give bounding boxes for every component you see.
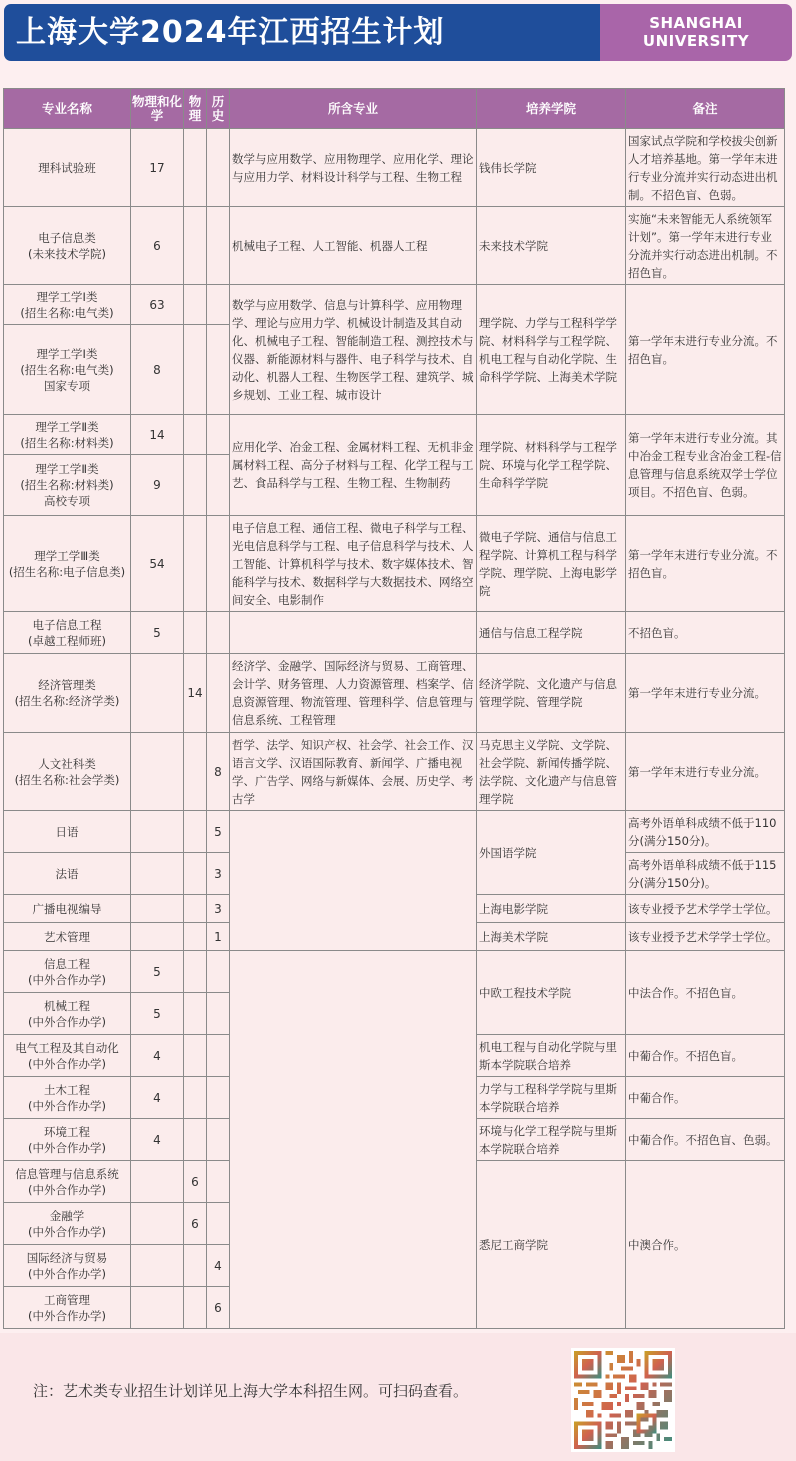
major-name: 理学工学Ⅱ类 (招生名称:材料类) 高校专项: [4, 455, 131, 516]
college: 外国语学院: [477, 811, 626, 895]
major-name: 理学工学Ⅱ类 (招生名称:材料类): [4, 415, 131, 455]
page-title: 上海大学2024年江西招生计划: [4, 4, 600, 61]
phys-chem-count: 8: [131, 325, 184, 415]
college: 中欧工程技术学院: [477, 951, 626, 1035]
college: 未来技术学院: [477, 207, 626, 285]
included-majors: 哲学、法学、知识产权、社会学、社会工作、汉语言文学、汉语国际教育、新闻学、广播电视学、广告学、网络与新媒体、会展、历史学、考古学: [230, 733, 477, 811]
table-row: [4, 285, 785, 325]
notes: 中葡合作。不招色盲。: [626, 1035, 785, 1077]
physics-count: [184, 1245, 207, 1287]
header-major-name: 专业名称: [4, 89, 131, 129]
phys-chem-count: [131, 654, 184, 733]
major-name: 机械工程 (中外合作办学): [4, 993, 131, 1035]
history-count: 6: [207, 1287, 230, 1329]
history-count: 1: [207, 923, 230, 951]
college: 理学院、力学与工程科学学院、材料科学与工程学院、机电工程与自动化学院、生命科学学院、上海美术学院: [477, 285, 626, 415]
physics-count: [184, 285, 207, 325]
history-count: [207, 455, 230, 516]
physics-count: 6: [184, 1203, 207, 1245]
table-row: [4, 415, 785, 455]
history-count: [207, 1161, 230, 1203]
physics-count: [184, 1077, 207, 1119]
major-name: 电子信息工程 (卓越工程师班): [4, 612, 131, 654]
major-name: 国际经济与贸易 (中外合作办学): [4, 1245, 131, 1287]
history-count: [207, 1035, 230, 1077]
physics-count: [184, 612, 207, 654]
notes: 高考外语单科成绩不低于110分(满分150分)。: [626, 811, 785, 853]
major-name: 工商管理 (中外合作办学): [4, 1287, 131, 1329]
header-history: 历史: [207, 89, 230, 129]
phys-chem-count: 63: [131, 285, 184, 325]
history-count: 3: [207, 895, 230, 923]
major-name: 艺术管理: [4, 923, 131, 951]
physics-count: [184, 1119, 207, 1161]
college: 理学院、材料科学与工程学院、环境与化学工程学院、生命科学学院: [477, 415, 626, 516]
major-name: 电子信息类 (未来技术学院): [4, 207, 131, 285]
physics-count: [184, 733, 207, 811]
physics-count: [184, 1287, 207, 1329]
notes: 该专业授予艺术学学士学位。: [626, 923, 785, 951]
history-count: [207, 516, 230, 612]
major-name: 信息管理与信息系统 (中外合作办学): [4, 1161, 131, 1203]
page-header: [4, 4, 792, 61]
physics-count: [184, 1035, 207, 1077]
included-majors: 电子信息工程、通信工程、微电子科学与工程、光电信息科学与工程、电子信息科学与技术、人工智能、计算机科学与技术、数字媒体技术、智能科学与技术、数据科学与大数据技术、网络空间安全、电影制作: [230, 516, 477, 612]
history-count: [207, 993, 230, 1035]
history-count: [207, 654, 230, 733]
brand-line-1: SHANGHAI: [649, 14, 743, 32]
physics-count: [184, 516, 207, 612]
history-count: 3: [207, 853, 230, 895]
major-name: 理学工学Ⅰ类 (招生名称:电气类): [4, 285, 131, 325]
included-majors: [230, 951, 477, 1329]
history-count: [207, 951, 230, 993]
college: 环境与化学工程学院与里斯本学院联合培养: [477, 1119, 626, 1161]
major-name: 法语: [4, 853, 131, 895]
physics-count: 6: [184, 1161, 207, 1203]
college: 悉尼工商学院: [477, 1161, 626, 1329]
history-count: 8: [207, 733, 230, 811]
physics-count: [184, 129, 207, 207]
phys-chem-count: 4: [131, 1035, 184, 1077]
notes: 实施“未来智能无人系统领军计划”。第一学年末进行专业分流并实行动态进出机制。不招色盲。: [626, 207, 785, 285]
college: 机电工程与自动化学院与里斯本学院联合培养: [477, 1035, 626, 1077]
history-count: [207, 612, 230, 654]
history-count: [207, 207, 230, 285]
notes: 国家试点学院和学校拔尖创新人才培养基地。第一学年末进行专业分流并实行动态进出机制。不招色盲、色弱。: [626, 129, 785, 207]
college: 经济学院、文化遗产与信息管理学院、管理学院: [477, 654, 626, 733]
phys-chem-count: 54: [131, 516, 184, 612]
college: 上海美术学院: [477, 923, 626, 951]
history-count: 4: [207, 1245, 230, 1287]
notes: 中葡合作。: [626, 1077, 785, 1119]
notes: 第一学年末进行专业分流。: [626, 733, 785, 811]
header-included-majors: 所含专业: [230, 89, 477, 129]
college: 力学与工程科学学院与里斯本学院联合培养: [477, 1077, 626, 1119]
major-name: 理学工学Ⅰ类 (招生名称:电气类) 国家专项: [4, 325, 131, 415]
major-name: 土木工程 (中外合作办学): [4, 1077, 131, 1119]
included-majors: [230, 612, 477, 654]
enrollment-plan-table: [3, 88, 785, 1329]
major-name: 电气工程及其自动化 (中外合作办学): [4, 1035, 131, 1077]
notes: 中葡合作。不招色盲、色弱。: [626, 1119, 785, 1161]
notes: 第一学年末进行专业分流。不招色盲。: [626, 516, 785, 612]
major-name: 理学工学Ⅲ类 (招生名称:电子信息类): [4, 516, 131, 612]
major-name: 金融学 (中外合作办学): [4, 1203, 131, 1245]
history-count: [207, 129, 230, 207]
header-college: 培养学院: [477, 89, 626, 129]
brand-line-2: UNIVERSITY: [642, 32, 750, 50]
phys-chem-count: [131, 1287, 184, 1329]
included-majors: 数学与应用数学、信息与计算科学、应用物理学、理论与应用力学、机械设计制造及其自动化、机械电子工程、智能制造工程、测控技术与仪器、新能源材料与器件、电子科学与技术、自动化、机器人工程、生物医学工程、建筑学、城乡规划、工业工程、城市设计: [230, 285, 477, 415]
included-majors: 应用化学、冶金工程、金属材料工程、无机非金属材料工程、高分子材料与工程、化学工程与工艺、食品科学与工程、生物工程、生物制药: [230, 415, 477, 516]
phys-chem-count: 9: [131, 455, 184, 516]
physics-count: [184, 811, 207, 853]
notes: 高考外语单科成绩不低于115分(满分150分)。: [626, 853, 785, 895]
included-majors: [230, 811, 477, 951]
notes: 该专业授予艺术学学士学位。: [626, 895, 785, 923]
major-name: 理科试验班: [4, 129, 131, 207]
major-name: 环境工程 (中外合作办学): [4, 1119, 131, 1161]
phys-chem-count: 4: [131, 1119, 184, 1161]
notes: 不招色盲。: [626, 612, 785, 654]
phys-chem-count: [131, 1161, 184, 1203]
phys-chem-count: 5: [131, 993, 184, 1035]
header-phys-chem: 物理和化学: [131, 89, 184, 129]
major-name: 广播电视编导: [4, 895, 131, 923]
phys-chem-count: 5: [131, 951, 184, 993]
history-count: [207, 1077, 230, 1119]
notes: 中澳合作。: [626, 1161, 785, 1329]
notes: 第一学年末进行专业分流。: [626, 654, 785, 733]
university-logo-text: [600, 4, 792, 61]
history-count: 5: [207, 811, 230, 853]
physics-count: [184, 455, 207, 516]
physics-count: [184, 853, 207, 895]
history-count: [207, 285, 230, 325]
header-physics: 物理: [184, 89, 207, 129]
notes: 中法合作。不招色盲。: [626, 951, 785, 1035]
physics-count: [184, 207, 207, 285]
footer-note: 注：艺术类专业招生计划详见上海大学本科招生网。可扫码查看。: [33, 1382, 469, 1400]
college: 马克思主义学院、文学院、社会学院、新闻传播学院、法学院、文化遗产与信息管理学院: [477, 733, 626, 811]
qr-code-icon[interactable]: [571, 1348, 675, 1452]
phys-chem-count: 4: [131, 1077, 184, 1119]
physics-count: [184, 325, 207, 415]
table-row: [4, 811, 785, 853]
physics-count: [184, 951, 207, 993]
major-name: 日语: [4, 811, 131, 853]
table-row: [4, 654, 785, 733]
phys-chem-count: [131, 1245, 184, 1287]
college: 钱伟长学院: [477, 129, 626, 207]
table-row: [4, 516, 785, 612]
table-row: [4, 129, 785, 207]
college: 微电子学院、通信与信息工程学院、计算机工程与科学学院、理学院、上海电影学院: [477, 516, 626, 612]
history-count: [207, 325, 230, 415]
physics-count: 14: [184, 654, 207, 733]
phys-chem-count: [131, 895, 184, 923]
college: 通信与信息工程学院: [477, 612, 626, 654]
phys-chem-count: 5: [131, 612, 184, 654]
phys-chem-count: 6: [131, 207, 184, 285]
physics-count: [184, 415, 207, 455]
major-name: 经济管理类 (招生名称:经济学类): [4, 654, 131, 733]
phys-chem-count: [131, 811, 184, 853]
phys-chem-count: [131, 1203, 184, 1245]
history-count: [207, 1203, 230, 1245]
header-notes: 备注: [626, 89, 785, 129]
phys-chem-count: [131, 853, 184, 895]
included-majors: 数学与应用数学、应用物理学、应用化学、理论与应用力学、材料设计科学与工程、生物工程: [230, 129, 477, 207]
phys-chem-count: [131, 733, 184, 811]
physics-count: [184, 993, 207, 1035]
table-row: [4, 207, 785, 285]
physics-count: [184, 895, 207, 923]
notes: 第一学年末进行专业分流。其中冶金工程专业含冶金工程-信息管理与信息系统双学士学位项目。不招色盲、色弱。: [626, 415, 785, 516]
included-majors: 经济学、金融学、国际经济与贸易、工商管理、会计学、财务管理、人力资源管理、档案学、信息资源管理、物流管理、管理科学、信息管理与信息系统、工程管理: [230, 654, 477, 733]
history-count: [207, 415, 230, 455]
physics-count: [184, 923, 207, 951]
included-majors: 机械电子工程、人工智能、机器人工程: [230, 207, 477, 285]
phys-chem-count: [131, 923, 184, 951]
phys-chem-count: 17: [131, 129, 184, 207]
table-row: [4, 612, 785, 654]
major-name: 人文社科类 (招生名称:社会学类): [4, 733, 131, 811]
table-row: [4, 951, 785, 993]
notes: 第一学年末进行专业分流。不招色盲。: [626, 285, 785, 415]
history-count: [207, 1119, 230, 1161]
college: 上海电影学院: [477, 895, 626, 923]
major-name: 信息工程 (中外合作办学): [4, 951, 131, 993]
phys-chem-count: 14: [131, 415, 184, 455]
table-row: [4, 733, 785, 811]
